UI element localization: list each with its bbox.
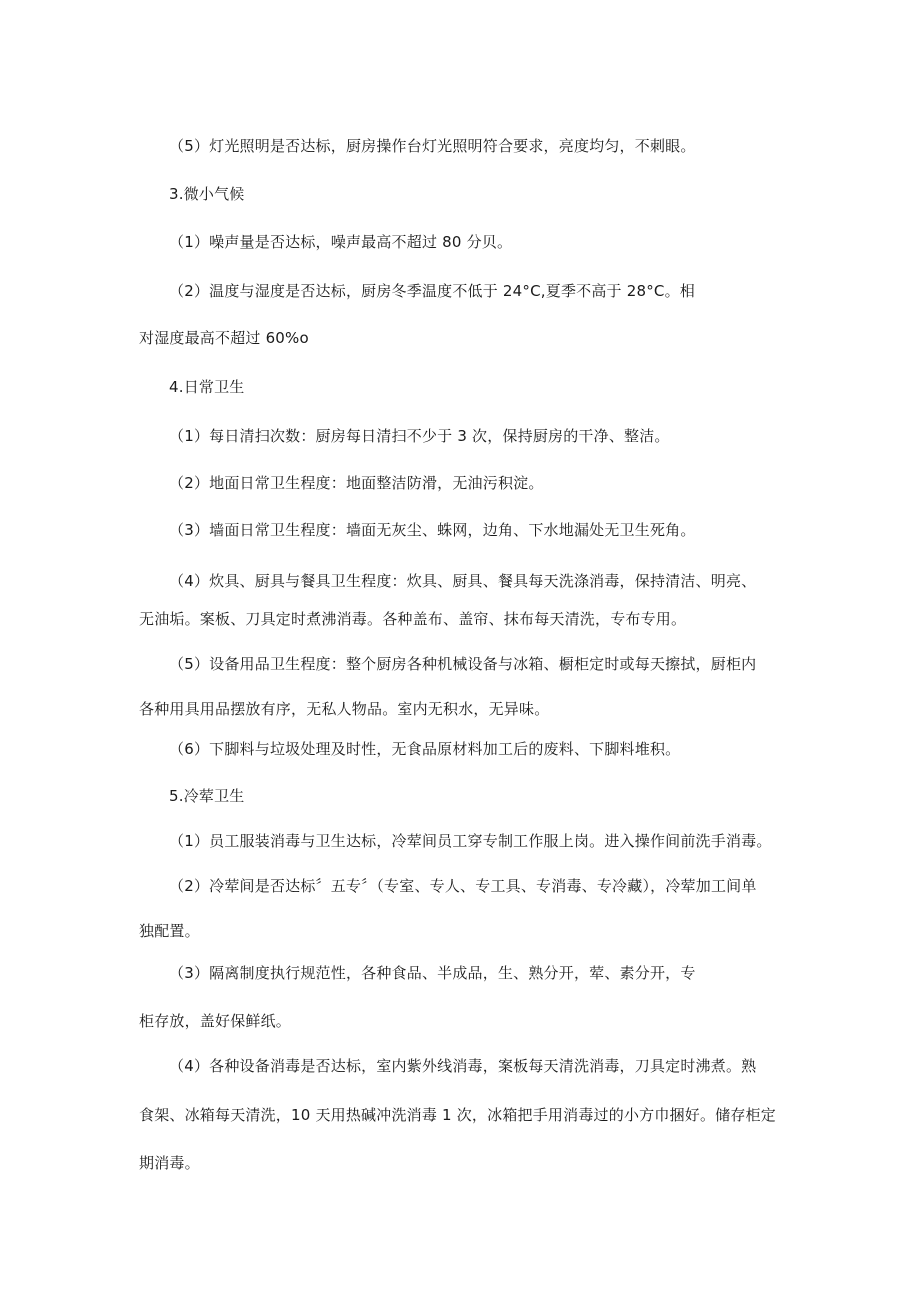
paragraph-isolation: （3）隔离制度执行规范性，各种食品、半成品，生、熟分开，荤、素分开，专: [169, 964, 696, 982]
paragraph-equipment-cont: 各种用具用品摆放有序，无私人物品。室内无积水，无异味。: [139, 700, 550, 718]
paragraph-disinfection-cont: 食架、冰箱每天清洗，10 天用热碱冲洗消毒 1 次，冰箱把手用消毒过的小方巾捆好。储存柜定: [139, 1106, 776, 1124]
paragraph-temperature-cont: 对湿度最高不超过 60%o: [139, 329, 309, 347]
heading-daily-hygiene: 4.日常卫生: [169, 378, 245, 396]
paragraph-disinfection-cont-2: 期消毒。: [139, 1154, 200, 1172]
paragraph-cookware-cont: 无油垢。案板、刀具定时煮沸消毒。各种盖布、盖帘、抹布每天清洗，专布专用。: [139, 610, 687, 628]
heading-cold-dish: 5.冷荤卫生: [169, 787, 245, 805]
paragraph-disinfection: （4）各种设备消毒是否达标，室内紫外线消毒，案板每天清洗消毒，刀具定时沸煮。熟: [169, 1057, 757, 1075]
paragraph-cleaning: （1）每日清扫次数：厨房每日清扫不少于 3 次，保持厨房的干净、整洁。: [169, 427, 670, 445]
paragraph-isolation-cont: 柜存放，盖好保鲜纸。: [139, 1012, 292, 1030]
paragraph-five-special: （2）冷荤间是否达标〞五专〞（专室、专人、专工具、专消毒、专冷藏），冷荤加工间单: [169, 877, 757, 895]
paragraph-floor: （2）地面日常卫生程度：地面整洁防滑，无油污积淀。: [169, 474, 544, 492]
paragraph-temperature: （2）温度与湿度是否达标，厨房冬季温度不低于 24°C,夏季不高于 28°C。相: [169, 282, 695, 300]
paragraph-uniform: （1）员工服装消毒与卫生达标，冷荤间员工穿专制工作服上岗。进入操作间前洗手消毒。: [169, 832, 772, 850]
paragraph-waste: （6）下脚料与垃圾处理及时性，无食品原材料加工后的废料、下脚料堆积。: [169, 740, 681, 758]
paragraph-wall: （3）墙面日常卫生程度：墙面无灰尘、蛛网，边角、下水地漏处无卫生死角。: [169, 521, 696, 539]
paragraph-five-special-cont: 独配置。: [139, 922, 200, 940]
heading-microclimate: 3.微小气候: [169, 185, 245, 203]
paragraph-lighting: （5）灯光照明是否达标，厨房操作台灯光照明符合要求，亮度均匀，不刺眼。: [169, 137, 696, 155]
paragraph-cookware: （4）炊具、厨具与餐具卫生程度：炊具、厨具、餐具每天洗涤消毒，保持清洁、明亮、: [169, 572, 757, 590]
paragraph-noise: （1）噪声量是否达标，噪声最高不超过 80 分贝。: [169, 233, 513, 251]
paragraph-equipment: （5）设备用品卫生程度：整个厨房各种机械设备与冰箱、橱柜定时或每天擦拭，厨柜内: [169, 655, 757, 673]
